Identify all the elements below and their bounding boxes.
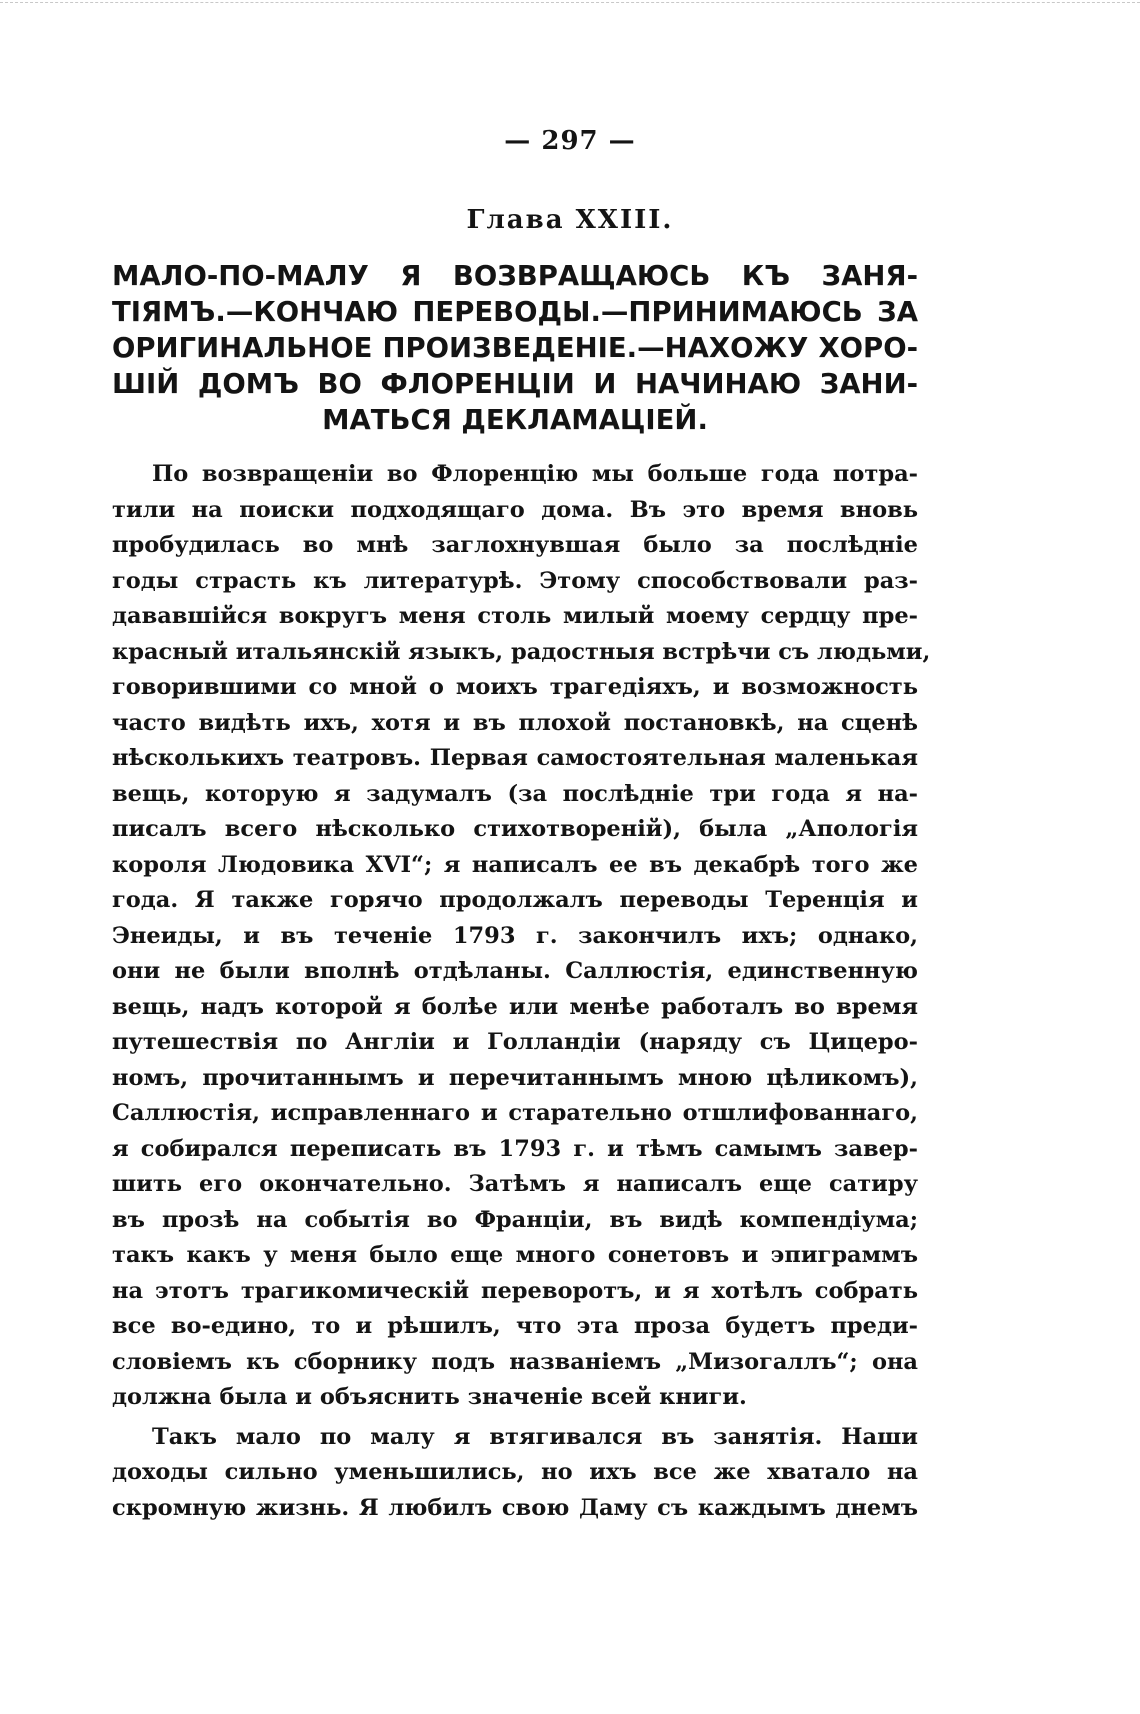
text-line: Такъ мало по малу я втягивался въ занятія. Наши <box>152 1423 918 1450</box>
body-text <box>112 457 931 1526</box>
text-line: вещь, надъ которой я болѣе или менѣе работалъ во время <box>112 993 918 1020</box>
paragraph <box>112 457 931 1416</box>
chapter-title-line: МАТЬСЯ ДЕКЛАМАЦІЕЙ. <box>322 404 708 436</box>
text-line: словіемъ къ сборнику подъ названіемъ „Мизогаллъ“; она <box>112 1348 918 1375</box>
text-line: дававшійся вокругъ меня столь милый моему сердцу пре- <box>112 603 918 629</box>
text-line: красный итальянскій языкъ, радостныя встрѣчи съ людьми, <box>112 638 931 665</box>
text-line: они не были вполнѣ отдѣланы. Саллюстія, единственную <box>112 958 918 984</box>
text-line: нѣсколькихъ театровъ. Первая самостоятельная маленькая <box>112 745 918 771</box>
text-line: вещь, которую я задумалъ (за послѣдніе три года я на- <box>112 780 918 807</box>
chapter-title <box>112 258 918 438</box>
text-line: По возвращеніи во Флоренцію мы больше года потра- <box>152 461 918 487</box>
text-line: шить его окончательно. Затѣмъ я написалъ еще сатиру <box>112 1171 918 1197</box>
chapter-title-line: ШІЙ ДОМЪ ВО ФЛОРЕНЦІИ И НАЧИНАЮ ЗАНИ- <box>112 368 918 400</box>
text-line: въ прозѣ на событія во Франціи, въ видѣ компендіума; <box>112 1206 918 1233</box>
paragraph <box>112 1420 918 1527</box>
page-number: — 297 — <box>504 126 636 156</box>
text-line: я собирался переписать въ 1793 г. и тѣмъ самымъ завер- <box>112 1135 918 1162</box>
text-line: доходы сильно уменьшились, но ихъ все же хватало на <box>112 1459 918 1485</box>
text-line: пробудилась во мнѣ заглохнувшая было за послѣдніе <box>112 532 918 558</box>
text-line: годы страсть къ литературѣ. Этому способствовали раз- <box>112 567 918 594</box>
text-line: тили на поиски подходящаго дома. Въ это время вновь <box>112 496 918 523</box>
text-line: короля Людовика XVI“; я написалъ ее въ декабрѣ того же <box>112 851 918 878</box>
text-line: путешествія по Англіи и Голландіи (наряду съ Цицеро- <box>112 1029 918 1055</box>
text-line: скромную жизнь. Я любилъ свою Даму съ каждымъ днемъ <box>112 1494 918 1521</box>
text-line: на этотъ трагикомическій переворотъ, и я хотѣлъ собрать <box>112 1277 918 1304</box>
text-line: говорившими со мной о моихъ трагедіяхъ, и возможность <box>112 674 918 700</box>
chapter-title-line: ТІЯМЪ.—КОНЧАЮ ПЕРЕВОДЫ.—ПРИНИМАЮСЬ ЗА <box>112 296 918 328</box>
chapter-title-line: ОРИГИНАЛЬНОЕ ПРОИЗВЕДЕНІЕ.—НАХОЖУ ХОРО- <box>112 332 918 364</box>
text-line: Саллюстія, исправленнаго и старательно отшлифованнаго, <box>112 1100 918 1126</box>
page-edge-line <box>0 2 1140 3</box>
text-line: все во-едино, то и рѣшилъ, что эта проза будетъ преди- <box>112 1313 918 1339</box>
text-line: должна была и объяснить значеніе всей книги. <box>112 1384 747 1410</box>
chapter-title-line: МАЛО-ПО-МАЛУ Я ВОЗВРАЩАЮСЬ КЪ ЗАНЯ- <box>112 260 918 292</box>
text-line: писалъ всего нѣсколько стихотвореній), была „Апологія <box>112 816 918 842</box>
chapter-heading: Глава XXIII. <box>466 205 674 235</box>
text-line: года. Я также горячо продолжалъ переводы Теренція и <box>112 887 918 913</box>
text-line: такъ какъ у меня было еще много сонетовъ и эпиграммъ <box>112 1242 918 1268</box>
text-line: Энеиды, и въ теченіе 1793 г. закончилъ ихъ; однако, <box>112 922 918 949</box>
text-line: номъ, прочитаннымъ и перечитаннымъ мною цѣликомъ), <box>112 1064 918 1091</box>
text-line: часто видѣть ихъ, хотя и въ плохой постановкѣ, на сценѣ <box>112 709 918 736</box>
